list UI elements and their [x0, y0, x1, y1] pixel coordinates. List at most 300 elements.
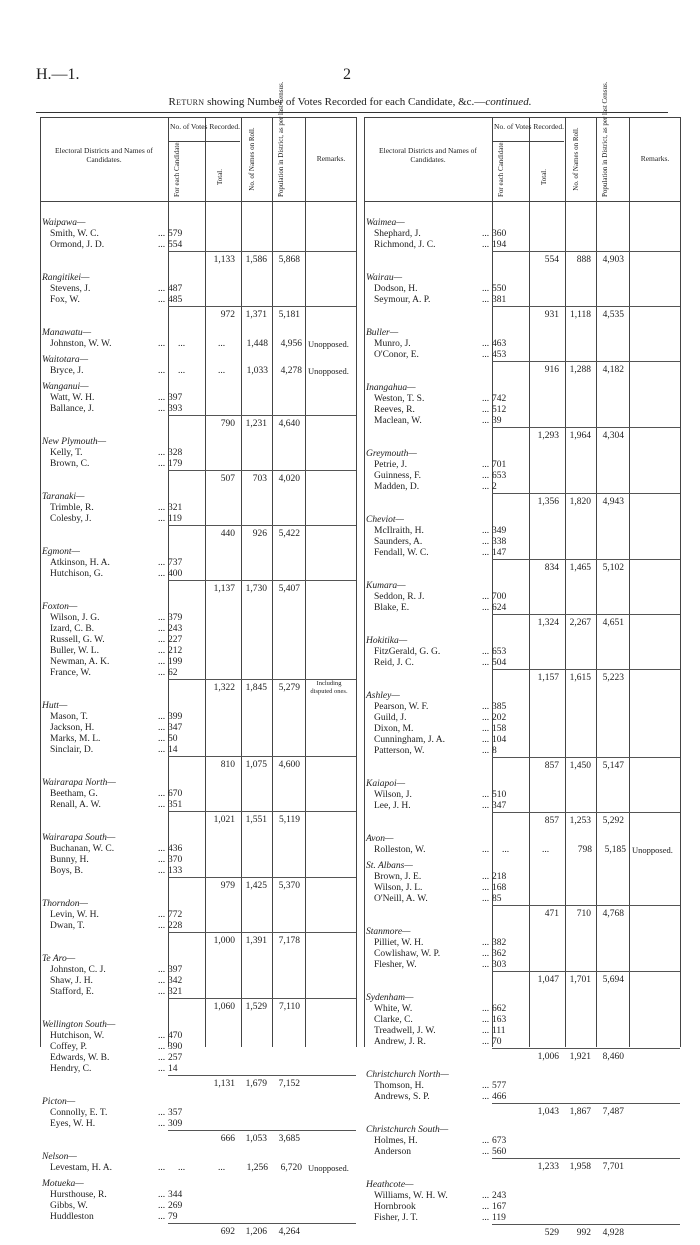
candidate-votes: 560	[492, 1147, 507, 1157]
candidate-row	[364, 229, 680, 240]
population: 5,407	[278, 584, 300, 594]
candidate-votes: 393	[168, 404, 183, 414]
leader-dots: ...	[158, 503, 166, 513]
candidate-name: O'Conor, E.	[374, 350, 419, 360]
district-total: 1,356	[537, 497, 559, 507]
district-total: 1,137	[213, 584, 235, 594]
names-on-roll: 1,701	[569, 975, 591, 985]
district-total: 1,324	[537, 618, 559, 628]
candidate-votes: 379	[168, 613, 183, 623]
names-on-roll: 1,465	[569, 563, 591, 573]
candidate-row	[364, 713, 680, 724]
candidate-name: FitzGerald, G. G.	[374, 647, 441, 657]
leader-dots: ...	[158, 789, 166, 799]
candidate-row	[364, 416, 680, 427]
candidate-votes: 104	[492, 735, 507, 745]
population: 7,152	[278, 1079, 300, 1089]
candidate-row	[40, 503, 356, 514]
leader-dots: ...	[158, 459, 166, 469]
district-total: ...	[542, 845, 550, 855]
leader-dots: ...	[158, 855, 166, 865]
totals-row	[168, 306, 356, 323]
candidate-row	[364, 284, 680, 295]
candidate-row	[364, 1147, 680, 1158]
candidate-votes: 62	[168, 668, 178, 678]
population: 5,147	[602, 761, 624, 771]
candidate-name: Bryce, J.	[50, 366, 84, 376]
candidate-votes: 39	[492, 416, 502, 426]
candidate-votes: 158	[492, 724, 507, 734]
district-total: 1,322	[213, 683, 235, 693]
candidate-name: Wilson, J.	[374, 790, 412, 800]
district-group	[364, 860, 680, 922]
candidate-row	[40, 910, 356, 921]
remarks: Unopposed.	[632, 845, 673, 855]
leader-dots: ...	[158, 558, 166, 568]
candidate-votes: 512	[492, 405, 507, 415]
district-name: Te Aro—	[42, 954, 76, 964]
names-on-roll: 1,529	[245, 1002, 267, 1012]
header-roll: No. of Names on Roll.	[572, 127, 580, 191]
candidate-votes: 453	[492, 350, 507, 360]
population: 8,460	[602, 1052, 624, 1062]
district-name: Christchurch South—	[366, 1125, 449, 1135]
names-on-roll: 1,921	[569, 1052, 591, 1062]
district-name: New Plymouth—	[42, 437, 107, 447]
candidate-votes: 79	[168, 1212, 178, 1222]
population: 4,535	[602, 310, 624, 320]
candidate-votes: 257	[168, 1053, 183, 1063]
candidate-row	[364, 339, 680, 350]
candidate-name: Levestam, H. A.	[50, 1163, 113, 1173]
candidate-votes: 321	[168, 503, 183, 513]
district-total: 529	[544, 1228, 559, 1238]
names-on-roll: 926	[252, 529, 267, 539]
names-on-roll: 1,964	[569, 431, 591, 441]
table-caption	[0, 96, 700, 108]
totals-row	[168, 811, 356, 828]
leader-dots: ...	[482, 746, 490, 756]
candidate-name: McIlraith, H.	[374, 526, 424, 536]
candidate-name: Cowlishaw, W. P.	[374, 949, 441, 959]
names-on-roll: 1,391	[245, 936, 267, 946]
district-group	[40, 1151, 356, 1174]
district-name: Greymouth—	[366, 449, 417, 459]
candidate-row	[40, 240, 356, 251]
candidate-votes: 14	[168, 1064, 178, 1074]
leader-dots: ...	[158, 1053, 166, 1063]
district-name: Hokitika—	[366, 636, 408, 646]
candidate-row	[40, 668, 356, 679]
names-on-roll: 1,450	[569, 761, 591, 771]
candidate-votes: 269	[168, 1201, 183, 1211]
district-group	[40, 601, 356, 696]
totals-row	[492, 1048, 680, 1065]
totals-row	[168, 1130, 356, 1147]
header-remarks: Remarks.	[316, 154, 346, 163]
candidate-row	[40, 1031, 356, 1042]
candidate-name: Treadwell, J. W.	[374, 1026, 436, 1036]
totals-row	[168, 1075, 356, 1092]
district-total: 834	[544, 563, 559, 573]
candidate-votes: 504	[492, 658, 507, 668]
candidate-row	[364, 949, 680, 960]
leader-dots: ...	[158, 745, 166, 755]
district-group	[364, 514, 680, 576]
candidate-votes: 385	[492, 702, 507, 712]
leader-dots: ...	[482, 460, 490, 470]
leader-dots: ...	[158, 734, 166, 744]
candidate-votes: 390	[168, 1042, 183, 1052]
candidate-votes: 147	[492, 548, 507, 558]
candidate-name: White, W.	[374, 1004, 413, 1014]
header-districts: Electoral Districts and Names of Candidates.	[379, 146, 477, 164]
district-group	[40, 491, 356, 542]
candidate-name: Reeves, R.	[374, 405, 415, 415]
population: 4,264	[278, 1227, 300, 1237]
candidate-row	[364, 537, 680, 548]
candidate-votes: 119	[492, 1213, 506, 1223]
district-group	[40, 898, 356, 949]
candidate-row	[364, 801, 680, 812]
candidate-votes: 550	[492, 284, 507, 294]
totals-row	[492, 1103, 680, 1120]
candidate-name: Pilliet, W. H.	[374, 938, 424, 948]
candidate-votes: 673	[492, 1136, 507, 1146]
population: 4,182	[602, 365, 624, 375]
district-name: Heathcote—	[366, 1180, 414, 1190]
leader-dots: ...	[482, 960, 490, 970]
candidate-votes: 772	[168, 910, 183, 920]
candidate-name: Hursthouse, R.	[50, 1190, 107, 1200]
candidate-votes: 347	[168, 723, 183, 733]
leader-dots: ...	[482, 702, 490, 712]
district-name: Motueka—	[42, 1179, 84, 1189]
candidate-name: Hutchison, W.	[50, 1031, 105, 1041]
candidate-name: Buchanan, W. C.	[50, 844, 115, 854]
candidate-row	[364, 746, 680, 757]
candidate-name: Levin, W. H.	[50, 910, 99, 920]
district-name: Waimea—	[366, 218, 405, 228]
names-on-roll: 1,448	[246, 339, 268, 349]
district-name: Nelson—	[42, 1152, 77, 1162]
population: 5,181	[278, 310, 300, 320]
candidate-row	[40, 459, 356, 470]
candidate-name: Marks, M. L.	[50, 734, 101, 744]
header-votes-recorded: No. of Votes Recorded.	[494, 122, 564, 131]
candidate-name: Fox, W.	[50, 295, 80, 305]
leader-dots: ...	[158, 393, 166, 403]
candidate-name: Holmes, H.	[374, 1136, 418, 1146]
header-population: Population in District, as per last Census.	[277, 81, 285, 197]
leader-dots: ...	[482, 658, 490, 668]
header-total: Total.	[216, 168, 224, 186]
district-total: 507	[220, 474, 235, 484]
candidate-row	[40, 657, 356, 668]
header-votes-recorded: No. of Votes Recorded.	[170, 122, 240, 131]
district-name: St. Albans—	[366, 861, 413, 871]
candidate-votes: 85	[492, 894, 502, 904]
remarks: Unopposed.	[308, 1163, 349, 1173]
leader-dots: ...	[482, 801, 490, 811]
table-body	[364, 217, 680, 1245]
candidate-name: Coffey, P.	[50, 1042, 87, 1052]
names-on-roll: 1,075	[245, 760, 267, 770]
candidate-row	[40, 723, 356, 734]
candidate-name: Izard, C. B.	[50, 624, 95, 634]
candidate-votes: 70	[492, 1037, 502, 1047]
district-total: 1,060	[213, 1002, 235, 1012]
totals-row	[168, 525, 356, 542]
leader-dots: ...	[158, 229, 166, 239]
leader-dots: ...	[158, 657, 166, 667]
leader-dots: ...	[482, 405, 490, 415]
district-group	[40, 217, 356, 268]
candidate-row	[364, 883, 680, 894]
column-rule	[680, 117, 681, 1047]
district-name: Christchurch North—	[366, 1070, 449, 1080]
district-total: ...	[218, 339, 226, 349]
header-rule	[40, 117, 356, 118]
leader-dots: ...	[158, 295, 166, 305]
candidate-row	[364, 526, 680, 537]
leader-dots: ...	[482, 1213, 490, 1223]
candidate-name: Stafford, E.	[50, 987, 94, 997]
district-name: Foxton—	[42, 602, 78, 612]
candidate-name: Sinclair, D.	[50, 745, 94, 755]
candidate-row	[40, 393, 356, 404]
population: 4,278	[280, 366, 302, 376]
candidate-name: Maclean, W.	[374, 416, 422, 426]
candidate-votes: 2	[492, 482, 497, 492]
leader-dots: ...	[158, 514, 166, 524]
leader-dots: ...	[482, 938, 490, 948]
candidate-row	[40, 229, 356, 240]
totals-row	[168, 580, 356, 597]
names-on-roll: 1,615	[569, 673, 591, 683]
candidate-votes: 303	[492, 960, 507, 970]
district-group	[40, 354, 356, 377]
candidate-votes: 554	[168, 240, 183, 250]
population: 6,720	[280, 1163, 302, 1173]
candidate-name: Beetham, G.	[50, 789, 98, 799]
candidate-name: Saunders, A.	[374, 537, 423, 547]
leader-dots: ...	[482, 526, 490, 536]
candidate-votes: 382	[492, 938, 507, 948]
candidate-votes: 362	[492, 949, 507, 959]
candidate-row	[40, 1108, 356, 1119]
candidate-row	[40, 1064, 356, 1075]
candidate-name: Seddon, R. J.	[374, 592, 425, 602]
leader-dots: ...	[482, 537, 490, 547]
candidate-row	[364, 350, 680, 361]
header-population: Population in District, as per last Census.	[601, 81, 609, 197]
district-total: 1,000	[213, 936, 235, 946]
leader-dots: ...	[482, 1147, 490, 1157]
district-group	[40, 777, 356, 828]
district-total: 1,006	[537, 1052, 559, 1062]
leader-dots: ...	[482, 647, 490, 657]
candidate-row	[364, 1004, 680, 1015]
candidate-row	[40, 1053, 356, 1064]
names-on-roll: 1,679	[245, 1079, 267, 1089]
district-name: Kaiapoi—	[366, 779, 406, 789]
district-group	[364, 992, 680, 1065]
district-group	[364, 833, 680, 856]
district-group	[40, 832, 356, 894]
district-group	[364, 1124, 680, 1175]
leader-dots: ...	[158, 1190, 166, 1200]
district-total: 554	[544, 255, 559, 265]
leader-dots: ...	[158, 1108, 166, 1118]
population: 7,487	[602, 1107, 624, 1117]
candidate-votes: 202	[492, 713, 507, 723]
leader-dots: ...	[482, 872, 490, 882]
district-group	[364, 448, 680, 510]
district-group	[40, 1096, 356, 1147]
district-group	[364, 635, 680, 686]
leader-dots: ...	[482, 1136, 490, 1146]
candidate-votes: 662	[492, 1004, 507, 1014]
leader-dots: ...	[158, 844, 166, 854]
candidate-name: O'Neill, A. W.	[374, 894, 428, 904]
candidate-row	[40, 366, 356, 377]
candidate-votes: 701	[492, 460, 507, 470]
candidate-name: Eyes, W. H.	[50, 1119, 96, 1129]
district-total: 1,293	[537, 431, 559, 441]
candidate-row	[364, 1015, 680, 1026]
leader-dots: ...	[482, 1081, 490, 1091]
totals-row	[492, 559, 680, 576]
candidate-row	[364, 1191, 680, 1202]
candidate-row	[40, 1119, 356, 1130]
totals-row	[168, 998, 356, 1015]
candidate-row	[40, 558, 356, 569]
leader-dots: ...	[158, 910, 166, 920]
district-total: 1,131	[213, 1079, 235, 1089]
header-total: Total.	[540, 168, 548, 186]
leader-dots: ...	[158, 404, 166, 414]
candidate-name: Lee, J. H.	[374, 801, 411, 811]
leader-dots: ...	[158, 1212, 166, 1222]
candidate-name: Shaw, J. H.	[50, 976, 93, 986]
leader-dots: ...	[482, 894, 490, 904]
names-on-roll: 1,551	[245, 815, 267, 825]
leader-dots: ...	[158, 284, 166, 294]
candidate-votes: 400	[168, 569, 183, 579]
totals-row	[492, 251, 680, 268]
candidate-row	[40, 295, 356, 306]
leader-dots: ...	[482, 1202, 490, 1212]
candidate-name: Trimble, R.	[50, 503, 94, 513]
candidate-name: Seymour, A. P.	[374, 295, 431, 305]
district-total: ...	[218, 366, 226, 376]
candidate-row	[40, 965, 356, 976]
candidate-votes: 357	[168, 1108, 183, 1118]
page-number: 2	[343, 66, 351, 83]
leader-dots: ...	[158, 1201, 166, 1211]
candidate-votes: 351	[168, 800, 183, 810]
names-on-roll: 1,253	[569, 816, 591, 826]
totals-row	[168, 251, 356, 268]
candidate-row	[40, 339, 356, 350]
leader-dots: ...	[482, 790, 490, 800]
candidate-votes: 399	[168, 712, 183, 722]
candidate-name: Johnston, W. W.	[50, 339, 112, 349]
candidate-votes: 485	[168, 295, 183, 305]
candidate-votes: 370	[168, 855, 183, 865]
leader-dots: ...	[158, 668, 166, 678]
population: 4,640	[278, 419, 300, 429]
district-name: Taranaki—	[42, 492, 85, 502]
remarks: Unopposed.	[308, 366, 349, 376]
leader-dots: ...	[482, 240, 490, 250]
candidate-row	[364, 1037, 680, 1048]
totals-row	[492, 427, 680, 444]
candidate-row	[364, 295, 680, 306]
district-total: 790	[220, 419, 235, 429]
candidate-votes: 466	[492, 1092, 507, 1102]
candidate-row	[364, 658, 680, 669]
district-total: 1,047	[537, 975, 559, 985]
leader-dots: ...	[482, 883, 490, 893]
district-name: Inangahua—	[366, 383, 416, 393]
candidate-name: Reid, J. C.	[374, 658, 414, 668]
totals-row	[168, 470, 356, 487]
candidate-votes: ...	[502, 845, 510, 855]
leader-dots: ...	[482, 1191, 490, 1201]
district-group	[40, 546, 356, 597]
table-body	[40, 217, 356, 1244]
candidate-name: Madden, D.	[374, 482, 420, 492]
district-total: 1,043	[537, 1107, 559, 1117]
totals-row	[492, 361, 680, 378]
candidate-votes: 168	[492, 883, 507, 893]
candidate-name: Rolleston, W.	[374, 845, 426, 855]
district-total: ...	[218, 1163, 226, 1173]
candidate-name: Thomson, H.	[374, 1081, 424, 1091]
district-group	[40, 953, 356, 1015]
candidate-name: Fendall, W. C.	[374, 548, 429, 558]
candidate-name: Newman, A. K.	[50, 657, 110, 667]
district-name: Waitotara—	[42, 355, 89, 365]
leader-dots: ...	[158, 240, 166, 250]
names-on-roll: 1,206	[245, 1227, 267, 1237]
district-total: 471	[544, 909, 559, 919]
district-group	[40, 1019, 356, 1092]
district-group	[364, 926, 680, 988]
totals-row	[168, 1223, 356, 1240]
candidate-votes: 50	[168, 734, 178, 744]
remarks: Unopposed.	[308, 339, 349, 349]
candidate-name: Russell, G. W.	[50, 635, 105, 645]
district-name: Waipawa—	[42, 218, 86, 228]
names-on-roll: 1,371	[245, 310, 267, 320]
names-on-roll: 1,425	[245, 881, 267, 891]
district-group	[364, 217, 680, 268]
candidate-name: Dodson, H.	[374, 284, 418, 294]
candidate-votes: ...	[178, 1163, 186, 1173]
document-code: H.—1.	[36, 66, 80, 83]
totals-row	[492, 757, 680, 774]
candidate-name: Mason, T.	[50, 712, 88, 722]
district-group	[364, 690, 680, 774]
district-name: Cheviot—	[366, 515, 404, 525]
candidate-row	[364, 894, 680, 905]
candidate-votes: 167	[492, 1202, 507, 1212]
candidate-row	[364, 592, 680, 603]
candidate-name: Atkinson, H. A.	[50, 558, 110, 568]
